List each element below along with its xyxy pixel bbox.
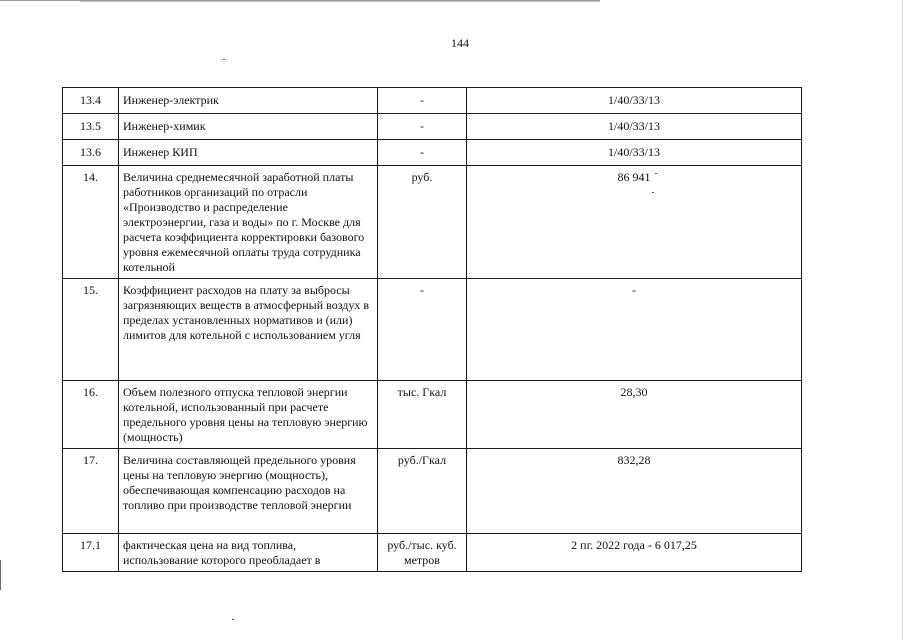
row-number: 17. [63,449,119,534]
row-name: Инженер-химик [119,114,378,140]
scan-speck [232,619,234,620]
row-value: 1/40/33/13 [467,114,802,140]
row-name: Коэффициент расходов на плату за выбросы загрязняющих веществ в атмосферный воздух в пределах установленных нормативов и (или) лимитов для котельной с использованием угля [119,279,378,381]
row-name: фактическая цена на вид топлива, использование которого преобладает в [119,534,378,572]
row-value: 28,30 [467,381,802,449]
row-value: 1/40/33/13 [467,140,802,166]
table-row [63,88,802,114]
table-row [63,279,802,381]
row-value: 86 941 [467,166,802,279]
page-number: 144 [451,36,469,50]
row-value: - [467,279,802,381]
tariff-parameters-table [62,87,802,572]
scan-edge-mark-left [0,560,1,590]
table-row [63,114,802,140]
row-name: Величина среднемесячной заработной платы работников организаций по отрасли «Производство и распределение электроэнергии, газа и воды» по г. Москве для расчета коэффициента корректировки базового уровня ежемесячной оплаты труда сотрудника котельной [119,166,378,279]
scan-speck [223,59,225,60]
row-value: 1/40/33/13 [467,88,802,114]
table-row [63,166,802,279]
row-number: 13.4 [63,88,119,114]
row-name: Объем полезного отпуска тепловой энергии котельной, использованный при расчете предельного уровня цены на тепловую энергию (мощность) [119,381,378,449]
row-name: Инженер КИП [119,140,378,166]
row-unit: - [378,114,467,140]
row-unit: руб./Гкал [378,449,467,534]
row-value: 832,28 [467,449,802,534]
row-number: 14. [63,166,119,279]
row-number: 15. [63,279,119,381]
row-unit: руб./тыс. куб. метров [378,534,467,572]
row-unit: - [378,140,467,166]
scan-border-top-faint [80,1,600,2]
row-unit: - [378,279,467,381]
row-name: Величина составляющей предельного уровня цены на тепловую энергию (мощность), обеспечивающая компенсацию расходов на топливо при производстве тепловой энергии [119,449,378,534]
table-row [63,534,802,572]
row-value: 2 пг. 2022 года - 6 017,25 [467,534,802,572]
row-unit: - [378,88,467,114]
scan-edge-mark-right [902,0,903,640]
table-row [63,140,802,166]
row-number: 13.6 [63,140,119,166]
row-name: Инженер-электрик [119,88,378,114]
table-row [63,381,802,449]
row-number: 16. [63,381,119,449]
row-number: 17.1 [63,534,119,572]
row-number: 13.5 [63,114,119,140]
table-row [63,449,802,534]
row-unit: руб. [378,166,467,279]
row-unit: тыс. Гкал [378,381,467,449]
